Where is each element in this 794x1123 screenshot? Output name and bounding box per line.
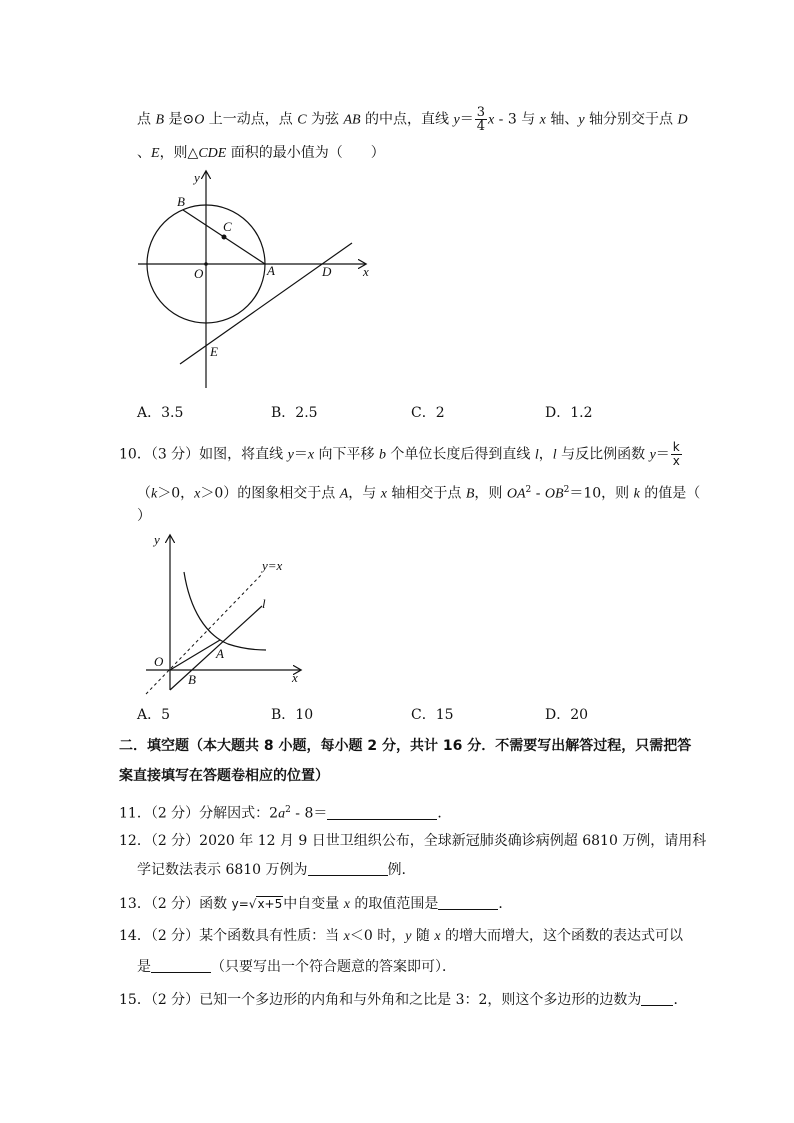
q10-line1: 10．（3 分）如图，将直线 y＝x 向下平移 b 个单位长度后得到直线 l，l 与反比例函数 y＝ $\frac{k}{x}$ xyxy=(119,440,680,468)
q9-label-e: E xyxy=(210,344,218,359)
q10-label-b: B xyxy=(188,672,196,687)
q9-line1: 点 B 是⊙O 上一动点，点 C 为弦 AB 的中点，直线 y＝ $\frac{3}{4}$ x - 3 与 x 轴、y 轴分别交于点 D xyxy=(137,105,688,134)
q9-label-x: x xyxy=(363,264,369,279)
q10-option-b: B．10 xyxy=(271,707,314,723)
q10-figure xyxy=(138,530,308,695)
section2-heading-line2: 案直接填写在答题卷相应的位置） xyxy=(119,768,329,784)
q10-label-a: A xyxy=(216,646,224,661)
fraction-3-4: $\frac{3}{4}$ xyxy=(476,105,485,134)
q10-line2: （k＞0，x＞0）的图象相交于点 A，与 x 轴相交于点 B，则 $OA^2 - OB^2=10$，则 k 的值是（ xyxy=(137,485,701,502)
q14-line1: 14．（2 分）某个函数具有性质：当 x＜0 时，y 随 x 的增大而增大，这个函数的表达式可以 xyxy=(119,928,683,944)
q15-answer-blank[interactable] xyxy=(641,991,673,1006)
q9-line2: 、E，则△CDE 面积的最小值为（ ） xyxy=(137,145,385,161)
q9-option-c: C．2 xyxy=(411,405,445,421)
fraction-k-x: $\frac{k}{x}$ xyxy=(672,440,680,468)
q10-line3: ） xyxy=(137,508,151,524)
q11: 11．（2 分）分解因式：$2a^2 - 8=$ ． xyxy=(119,805,452,822)
q13-answer-blank[interactable] xyxy=(438,895,498,910)
q9-label-d: D xyxy=(322,264,332,279)
q10-label-o: O xyxy=(154,654,164,669)
q9-point-o xyxy=(204,262,208,266)
q10-label-y: y xyxy=(154,532,160,547)
q10-line-y-eq-x xyxy=(146,574,262,694)
section2-heading-line1: 二．填空题（本大题共 8 小题，每小题 2 分，共计 16 分．不需要写出解答过程，只需把答 xyxy=(119,738,692,754)
q10-hyperbola xyxy=(184,572,266,650)
q15: 15．（2 分）已知一个多边形的内角和与外角和之比是 3：2，则这个多边形的边数为 ． xyxy=(119,992,688,1008)
q9-label-y: y xyxy=(194,170,200,185)
q9-option-a: A．3.5 xyxy=(137,405,184,421)
q13: 13．（2 分）函数 y=√x+5中自变量 x 的取值范围是 ． xyxy=(119,896,513,912)
q9-point-c xyxy=(222,235,227,240)
q10-label-x: x xyxy=(292,670,298,685)
q9-label-c: C xyxy=(223,219,232,234)
q9-label-b: B xyxy=(177,194,185,209)
q9-label-o: O xyxy=(194,266,204,281)
q9-option-d: D．1.2 xyxy=(545,405,593,421)
q9-option-b: B．2.5 xyxy=(271,405,318,421)
q10-option-d: D．20 xyxy=(545,707,589,723)
q12-line1: 12．（2 分）2020 年 12 月 9 日世卫组织公布，全球新冠肺炎确诊病例超 6810 万例，请用科 xyxy=(119,833,707,849)
q14-line2: 是 （只要写出一个符合题意的答案即可）． xyxy=(137,959,456,975)
q12-line2: 学记数法表示 6810 万例为 例. xyxy=(137,862,406,878)
q10-option-c: C．15 xyxy=(411,707,454,723)
q12-answer-blank[interactable] xyxy=(308,861,388,876)
q10-label-yx: y=x xyxy=(262,558,283,573)
q10-option-a: A．5 xyxy=(137,707,171,723)
q11-answer-blank[interactable] xyxy=(327,805,437,820)
q14-answer-blank[interactable] xyxy=(151,958,211,973)
q9-label-a: A xyxy=(267,263,275,278)
q10-segment-oa xyxy=(170,640,220,670)
q10-label-l: l xyxy=(262,596,266,611)
q9-figure xyxy=(130,168,390,396)
